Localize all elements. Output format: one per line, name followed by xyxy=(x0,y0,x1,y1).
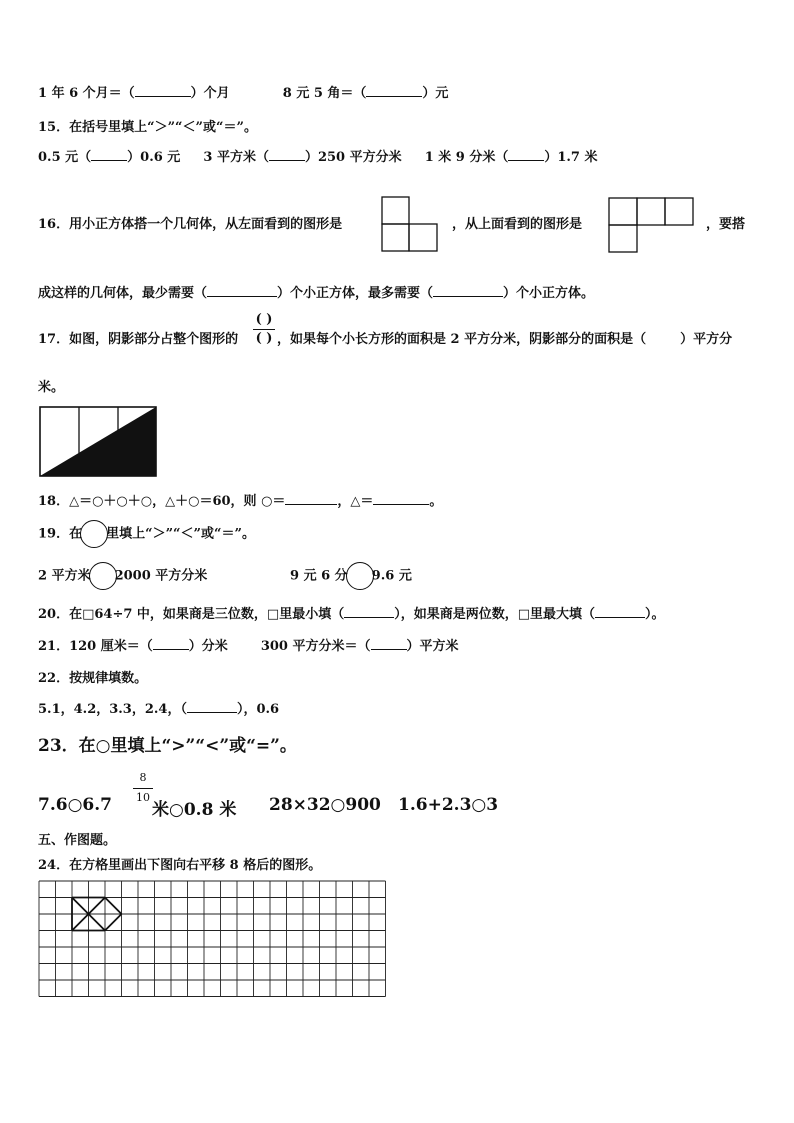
q19-compare-2: 9 元 6 分 9.6 元 xyxy=(290,562,412,590)
q24-title: 24．在方格里画出下图向右平移 8 格后的图形。 xyxy=(38,858,322,873)
answer-blank[interactable] xyxy=(344,605,394,618)
answer-blank[interactable] xyxy=(187,700,237,713)
q23-item-1: 7.6○6.7 xyxy=(38,795,112,815)
answer-blank[interactable] xyxy=(153,637,189,650)
q23-fraction: 8 10 xyxy=(133,771,153,804)
q16-text3: ，要搭 xyxy=(706,217,746,232)
shaded-rectangle-figure xyxy=(39,406,159,478)
q15-title: 15．在括号里填上“＞”“＜”或“＝”。 xyxy=(38,120,257,135)
q23-item-4: 1.6+2.3○3 xyxy=(398,795,499,815)
drawing-grid[interactable] xyxy=(38,880,388,998)
answer-blank[interactable] xyxy=(269,148,305,161)
q23-title: 23．在○里填上“>”“<”或“=”。 xyxy=(38,736,297,756)
q15-row: 0.5 元（ ）0.6 元 3 平方米（ ）250 平方分米 1 米 9 分米（ ）1.7 米 xyxy=(38,150,598,165)
q20: 20．在□64÷7 中，如果商是三位数，□里最小填（ ），如果商是两位数，□里最大填（ ）。 xyxy=(38,607,665,622)
figure-edge xyxy=(105,898,122,915)
line-time-money: 1 年 6 个月＝（ ）个月 8 元 5 角＝（ ）元 xyxy=(38,86,449,101)
answer-blank[interactable] xyxy=(371,637,407,650)
q19-compare-1: 2 平方米 2000 平方分米 xyxy=(38,562,207,590)
answer-blank[interactable] xyxy=(433,284,503,297)
answer-blank[interactable] xyxy=(207,284,277,297)
q17-fraction: ( ) ( ) xyxy=(253,312,275,347)
q22-sequence: 5.1，4.2，3.3，2.4，（ ），0.6 xyxy=(38,702,280,717)
q23-item-3: 28×32○900 xyxy=(269,795,381,815)
q16-text2: ，从上面看到的图形是 xyxy=(452,217,583,232)
q23-item-2: 米○0.8 米 xyxy=(152,800,237,820)
answer-blank[interactable] xyxy=(508,148,544,161)
compare-circle[interactable] xyxy=(346,562,374,590)
q19-title: 19．在 里填上“＞”“＜”或“＝”。 xyxy=(38,520,255,548)
answer-blank[interactable] xyxy=(366,84,422,97)
figure-edge xyxy=(105,914,122,931)
q18: 18．△＝○＋○＋○，△＋○＝60，则 ○＝ ，△＝ 。 xyxy=(38,494,443,509)
answer-blank[interactable] xyxy=(373,492,429,505)
q16-text1: 16．用小正方体搭一个几何体，从左面看到的图形是 xyxy=(38,217,343,232)
q22-title: 22．按规律填数。 xyxy=(38,671,148,686)
q16-line2: 成这样的几何体，最少需要（ ）个小正方体，最多需要（ ）个小正方体。 xyxy=(38,286,595,301)
q21: 21．120 厘米＝（ ）分米 300 平方分米＝（ ）平方米 xyxy=(38,639,459,654)
compare-circle[interactable] xyxy=(89,562,117,590)
answer-blank[interactable] xyxy=(595,605,645,618)
q17-text1: 17．如图，阴影部分占整个图形的 xyxy=(38,332,239,347)
q17-text4: 米。 xyxy=(38,380,65,395)
top-view-figure xyxy=(608,197,698,255)
answer-blank[interactable] xyxy=(135,84,191,97)
answer-blank[interactable] xyxy=(91,148,127,161)
left-view-figure xyxy=(381,196,441,254)
answer-blank[interactable] xyxy=(285,492,337,505)
compare-circle xyxy=(80,520,108,548)
section-5-title: 五、作图题。 xyxy=(38,833,117,848)
